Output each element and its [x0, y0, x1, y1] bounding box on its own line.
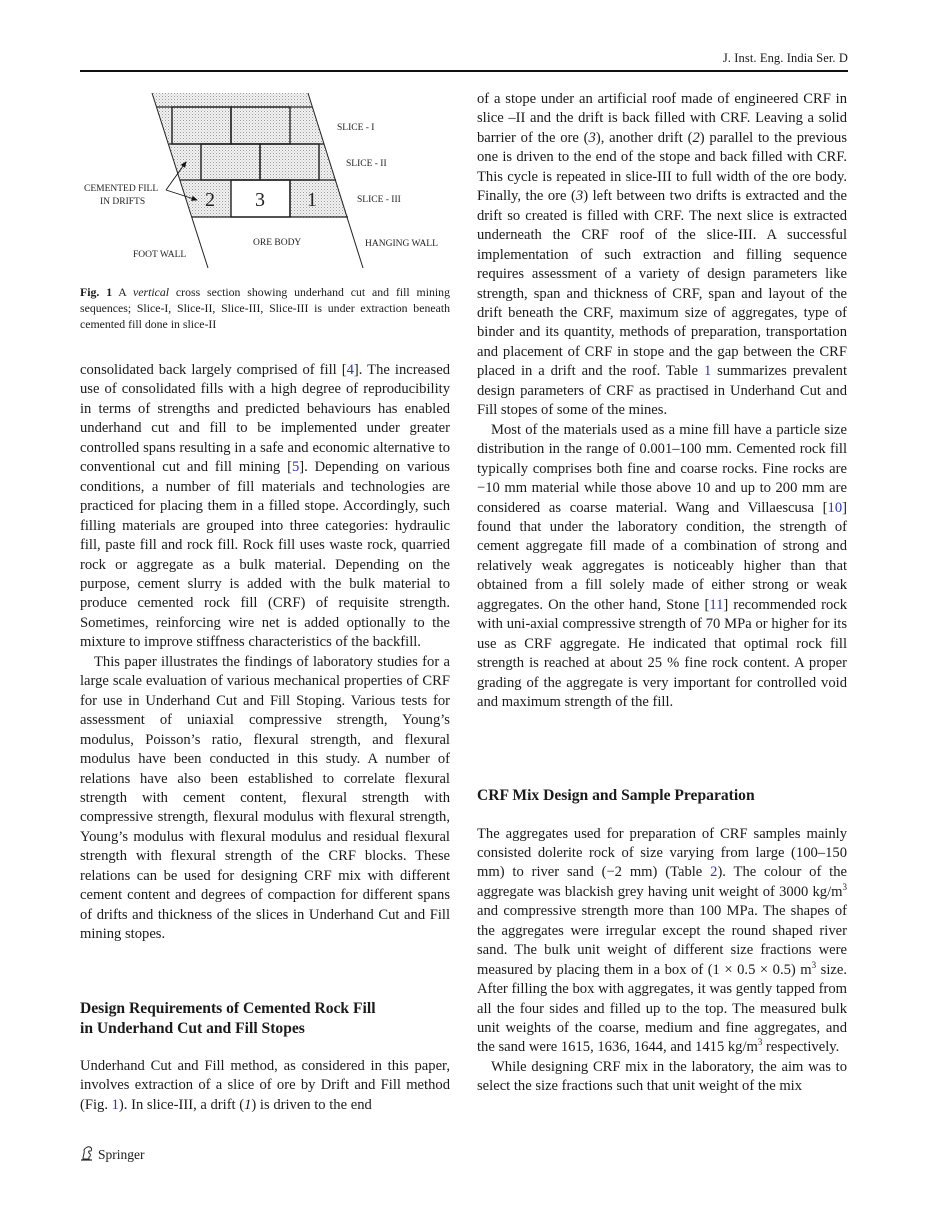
slice-2-label: SLICE - II — [346, 159, 387, 169]
citation-link[interactable]: 10 — [827, 499, 843, 516]
cross-section-diagram — [80, 86, 460, 276]
paragraph: While designing CRF mix in the laboratory, the aim was to select the size fractions such that unit weight of the mix — [477, 1058, 847, 1095]
paragraph: consolidated back largely comprised of fill [4]. The increased use of consolidated fills with a high degree of reproducibility in terms of strengths and predicted behaviours has enabled underhand cut and fill to be implemented under greater controlled spans resulting in a safe and economic alternative to conventional cut and fill mining [5]. Depending on various conditions, a number of fill materials and technologies are practiced for placing them in a filled stope. Accordingly, such filling materials are grouped into three categories: hydraulic fill, paste fill and rock fill. Rock fill uses waste rock, quarried rock or aggregate as a bulk material. Depending on the purpose, cement slurry is added with the bulk material to produce cemented rock fill (CRF) of requisite strength. Sometimes, reinforcing wire net is added optionally to the mixture to improve stiffness characteristics of the backfill. — [80, 362, 450, 651]
figure-link[interactable]: 1 — [111, 1096, 119, 1113]
right-column — [477, 90, 847, 713]
drift-3-label: 3 — [255, 189, 265, 211]
slice-3-label: SLICE - III — [357, 195, 401, 205]
publisher-footer — [80, 1145, 145, 1165]
section-heading: CRF Mix Design and Sample Preparation — [477, 787, 755, 804]
citation-link[interactable]: 5 — [291, 459, 300, 476]
paragraph: The aggregates used for preparation of CRF samples mainly consisted dolerite rock of size varying from large (100–150 mm) to river sand (−2 mm) (Table 2). The colour of the aggregate was blackish grey having unit weight of 3000 $kg/m^3$ and compressive strength more than 100 MPa. The shapes of the aggregates were irregular except the round shaped river sand. The bulk unit weight of different size fractions were measured by placing them in a box of (1 × 0.5 × 0.5) $m^3$ size. After filling the box with aggregates, it was gently tapped from all the four sides and filled up to the top. The measured bulk unit weights of the coarse, medium and fine aggregates, and the sand were 1615, 1636, 1644, and 1415 $kg/m^3$ respectively. — [477, 825, 848, 1056]
springer-horse-icon — [80, 1145, 94, 1165]
section-heading: Design Requirements of Cemented Rock Fill in Underhand Cut and Fill Stopes — [80, 1000, 376, 1037]
left-column — [80, 361, 450, 945]
header-rule — [80, 70, 848, 72]
ore-body-label: ORE BODY — [253, 238, 302, 248]
in-drifts-label: IN DRIFTS — [100, 197, 146, 207]
drift-1-label: 1 — [307, 189, 317, 211]
caption-italic: vertical — [133, 285, 170, 299]
paragraph: Most of the materials used as a mine fill have a particle size distribution in the range of 0.001–100 mm. Cemented rock fill typically comprises both fine and coarse rocks. Fine rocks are −10 mm material while those above 10 and up to 200 mm are considered as coarse material. Wang and Villaescusa [10] found that under the laboratory condition, the strength of cement aggregate fill made of a combination of strong and relatively weak aggregates is noticeably higher than that obtained from a fill solely made of either strong or weak aggregates. On the other hand, Stone [11] recommended rock with uni-axial compressive strength of 70 MPa or higher for its use as CRF aggregate. He indicated that optimal rock fill strength is reached at about 25 % fine rock content. A proper grading of the aggregate is very important for controlled void and maximum strength of the fill. — [477, 421, 848, 711]
fig-label: Fig. 1 — [80, 285, 113, 299]
paragraph: of a stope under an artificial roof made of engineered CRF in slice –II and the drift is back filled with CRF. Leaving a solid barrier of the ore (3), another drift (2) parallel to the previous one is driven to the end of the stope and back filled with CRF. This cycle is repeated in slice-III to full width of the ore body. Finally, the ore (3) left between two drifts is extracted and the drift so created is filled with CRF. The next slice is extracted underneath the CRF roof of the slice-III. A successful implementation of such extraction and filling sequence requires assessment of a variety of design parameters like strength, span and thickness of CRF, span and layout of the drift beneath the CRF, maximum size of aggregates, type of binder and its quantity, methods of preparation, transportation and placement of CRF in stope and the gap between the CRF placed in a drift and the roof. Table 1 summarizes prevalent design parameters of CRF as practised in Underhand Cut and Fill stopes of some of the mines. — [477, 91, 848, 419]
left-column-section — [80, 999, 450, 1115]
foot-wall-label: FOOT WALL — [133, 250, 187, 260]
figure-1-diagram — [80, 86, 460, 276]
caption-text: cross section showing underhand cut and fill mining sequences; Slice-I, Slice-II, Slice-III, Slice-III is under extraction beneath cemented fill done in slice-II — [80, 285, 450, 332]
publisher-name: Springer — [98, 1147, 145, 1162]
cemented-fill-label: CEMENTED FILL — [84, 184, 159, 194]
drift-2-label: 2 — [205, 189, 215, 211]
citation-link[interactable]: 4 — [346, 362, 354, 378]
running-head: J. Inst. Eng. India Ser. D — [722, 51, 848, 65]
paragraph: Underhand Cut and Fill method, as considered in this paper, involves extraction of a slice of ore by Drift and Fill method (Fig. 1). In slice-III, a drift (1) is driven to the end — [80, 1058, 450, 1113]
caption-text: A — [112, 285, 134, 299]
figure-1-caption — [80, 284, 450, 333]
table-link[interactable]: 1 — [703, 363, 712, 380]
paragraph: This paper illustrates the findings of laboratory studies for a large scale evaluation of various mechanical properties of CRF for use in Underhand Cut and Fill Stoping. Various tests for assessment of uniaxial compressive strength, Young’s modulus, Poisson’s ratio, flexural strength, and flexural modulus have been conducted in this study. A number of relations have also been established to correlate flexural strength with cement content, flexural strength with compressive strength, flexural modulus with flexural strength, Young’s modulus with flexural modulus and residual flexural strength with flexural strength of the CRF blocks. These relations can be used for designing CRF mix with different cement content and degrees of compaction for different spans of drifts and thickness of the slices in Underhand Cut and Fill mining stopes. — [80, 653, 450, 943]
hanging-wall-label: HANGING WALL — [365, 239, 438, 249]
citation-link[interactable]: 11 — [709, 596, 724, 613]
table-link[interactable]: 2 — [710, 864, 718, 881]
right-column-section — [477, 786, 847, 1097]
slice-1-label: SLICE - I — [337, 123, 375, 133]
